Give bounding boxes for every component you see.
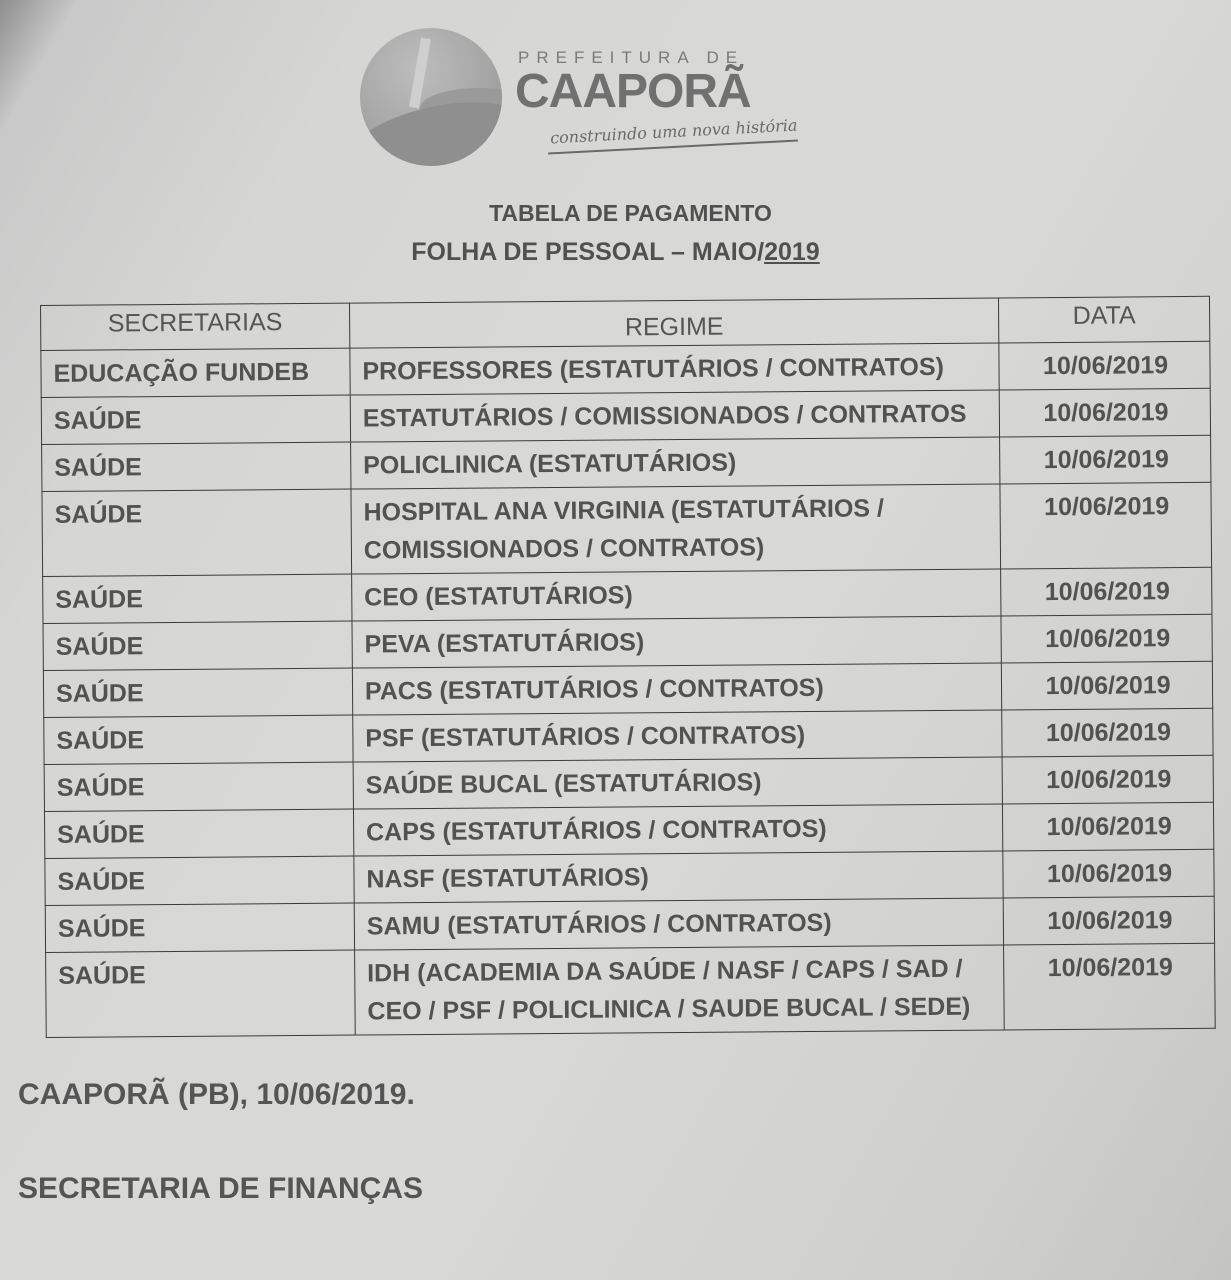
table-row	[46, 943, 1216, 1037]
cell-secretaria: SAÚDE	[41, 395, 350, 444]
cell-regime: HOSPITAL ANA VIRGINIA (ESTATUTÁRIOS / COMISSIONADOS / CONTRATOS)	[351, 484, 1001, 574]
cell-secretaria: SAÚDE	[44, 809, 353, 858]
cell-secretaria: SAÚDE	[45, 903, 354, 952]
cell-secretaria: EDUCAÇÃO FUNDEB	[41, 348, 350, 397]
cell-regime: ESTATUTÁRIOS / COMISSIONADOS / CONTRATOS	[350, 390, 1000, 442]
cell-data: 10/06/2019	[1003, 849, 1214, 898]
cell-regime: PROFESSORES (ESTATUTÁRIOS / CONTRATOS)	[350, 343, 1000, 395]
cell-data: 10/06/2019	[1001, 614, 1212, 663]
cell-regime: POLICLINICA (ESTATUTÁRIOS)	[350, 437, 1000, 489]
cell-regime: NASF (ESTATUTÁRIOS)	[354, 851, 1004, 903]
place-date: CAAPORÃ (PB), 10/06/2019.	[18, 1078, 415, 1111]
column-header-regime: REGIME	[349, 298, 999, 348]
signature-department: SECRETARIA DE FINANÇAS	[18, 1172, 424, 1205]
cell-regime: SAÚDE BUCAL (ESTATUTÁRIOS)	[353, 757, 1003, 809]
prefeitura-logo	[360, 28, 820, 168]
cell-regime: PEVA (ESTATUTÁRIOS)	[352, 616, 1002, 668]
cell-data: 10/06/2019	[1003, 802, 1214, 851]
cell-regime: PACS (ESTATUTÁRIOS / CONTRATOS)	[352, 663, 1002, 715]
cell-secretaria: SAÚDE	[42, 442, 351, 491]
logo-main-text: CAAPORÃ	[515, 65, 751, 118]
cell-regime: PSF (ESTATUTÁRIOS / CONTRATOS)	[353, 710, 1003, 762]
cell-regime: CEO (ESTATUTÁRIOS)	[352, 569, 1002, 621]
cell-data: 10/06/2019	[1003, 896, 1214, 945]
cell-regime: IDH (ACADEMIA DA SAÚDE / NASF / CAPS / SAD / CEO / PSF / POLICLINICA / SAUDE BUCAL / SEDE)	[354, 945, 1004, 1035]
cell-regime: SAMU (ESTATUTÁRIOS / CONTRATOS)	[354, 898, 1004, 950]
cell-data: 10/06/2019	[1000, 435, 1211, 484]
cell-secretaria: SAÚDE	[44, 762, 353, 811]
cell-data: 10/06/2019	[1001, 567, 1212, 616]
column-header-data: DATA	[999, 296, 1210, 343]
document-subtitle: FOLHA DE PESSOAL – MAIO/2019	[411, 238, 820, 266]
logo-slogan: construindo uma nova história	[549, 115, 798, 148]
cell-secretaria: SAÚDE	[43, 668, 352, 717]
document-title: TABELA DE PAGAMENTO	[489, 200, 772, 226]
payment-table	[40, 296, 1216, 1038]
logo-top-text: PREFEITURA DE	[518, 48, 745, 67]
cell-data: 10/06/2019	[1004, 943, 1216, 1030]
cell-data: 10/06/2019	[1002, 708, 1213, 757]
cell-data: 10/06/2019	[1000, 482, 1212, 569]
cell-data: 10/06/2019	[999, 341, 1210, 390]
cell-regime: CAPS (ESTATUTÁRIOS / CONTRATOS)	[353, 804, 1003, 856]
cell-data: 10/06/2019	[1002, 755, 1213, 804]
cell-secretaria: SAÚDE	[44, 715, 353, 764]
table-row	[42, 482, 1212, 576]
city-emblem-icon	[360, 28, 502, 166]
cell-secretaria: SAÚDE	[46, 950, 356, 1037]
cell-secretaria: SAÚDE	[43, 574, 352, 623]
cell-data: 10/06/2019	[1001, 661, 1212, 710]
cell-secretaria: SAÚDE	[43, 621, 352, 670]
cell-secretaria: SAÚDE	[45, 856, 354, 905]
cell-data: 10/06/2019	[999, 388, 1210, 437]
payment-table-container	[40, 296, 1216, 1038]
column-header-secretarias: SECRETARIAS	[41, 303, 350, 350]
cell-secretaria: SAÚDE	[42, 489, 352, 576]
